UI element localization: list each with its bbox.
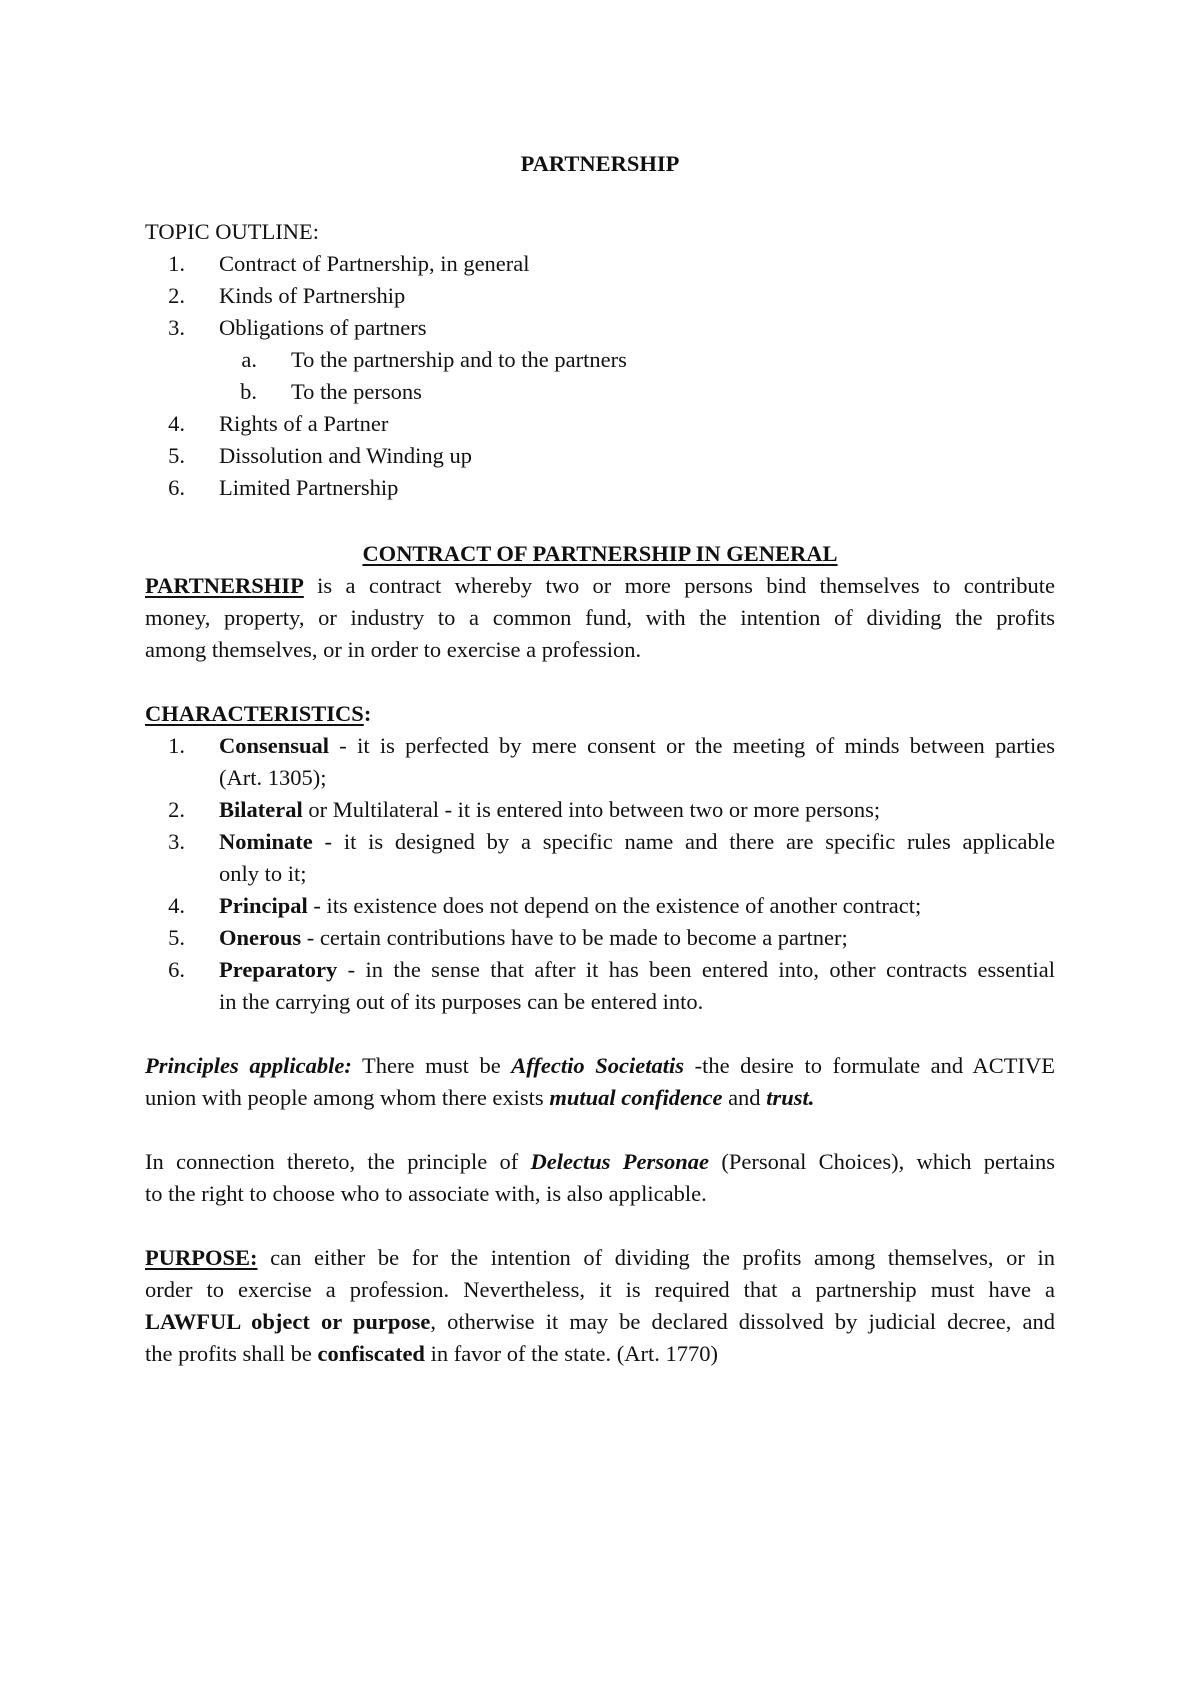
outline-item-number: 1. — [168, 251, 185, 276]
principles-label: Principles applicable: — [145, 1053, 352, 1078]
section-heading: CONTRACT OF PARTNERSHIP IN GENERAL — [362, 541, 838, 566]
outline-item-number: 2. — [168, 283, 185, 308]
outline-item-number: 5. — [168, 443, 185, 468]
characteristic-term: Principal — [219, 893, 308, 918]
characteristic-term: Consensual — [219, 733, 330, 758]
characteristics-heading: CHARACTERISTICS: — [145, 701, 372, 726]
outline-item-number: 6. — [168, 475, 185, 500]
outline-subitem-text: To the persons — [291, 379, 422, 404]
outline-subitem-letter: b. — [240, 379, 257, 404]
page-title: PARTNERSHIP — [520, 151, 680, 176]
characteristic-term: Bilateral — [219, 797, 303, 822]
outline-item-number: 4. — [168, 411, 185, 436]
outline-item-text: Obligations of partners — [219, 315, 427, 340]
outline-item-text: Rights of a Partner — [219, 411, 389, 436]
outline-item-text: Kinds of Partnership — [219, 283, 406, 308]
definition-term: PARTNERSHIP — [145, 573, 304, 598]
outline-item-text: Contract of Partnership, in general — [219, 251, 530, 276]
outline-item-text: Dissolution and Winding up — [219, 443, 473, 468]
outline-subitem-text: To the partnership and to the partners — [291, 347, 627, 372]
document-page: PARTNERSHIP TOPIC OUTLINE: 1. Contract of Partnership, in general 2. Kinds of Partnership 3. Obligations of partners a. To the partnership and to the partners b. To the persons 4. Rights of a Partner 5. Dissolution and Winding up 6. Limited Partnership CONTRACT OF PARTNERSHIP IN GENERAL PARTNERSHIP is a contract whereby two or more persons bind themselves to contribute money, property, or industry to a common fund, with the intention of dividing the profits among themselves, or in order to exercise a profession. CHARACTERISTICS: 1. Consensual - it is perfected by mere consent or the meeting of minds between parties (Art. 1305); 2. Bilateral or Multilateral - it is entered into between two or more persons; 3. Nominate - it is designed by a specific name and there are specific rules applicable only to it; 4. Principal - its existence does not depend on the existence of another contract; 5. Onerous - certain contributions have to be made to become a partner; 6. Preparatory - in the sense that after it has been entered into, other contracts essential in the carrying out of its purposes can be entered into. Principles applicable: There must be Affectio Societatis -the desire to formulate and ACTIVE union with people among whom there exists mutual confidence and trust. In connection thereto, the principle of Delectus Personae (Personal Choices), which pertains to the right to choose who to associate with, is also applicable. PURPOSE: can either be for the intention of dividing the profits among themselves, or in order to exercise a profession. Nevertheless, it is required that a partnership must have a LAWFUL object or purpose, otherwise it may be declared dissolved by judicial decree, and the profits shall be confiscated in favor of the state. (Art. 1770) — [0, 0, 1200, 1696]
outline-item-text: Limited Partnership — [219, 475, 399, 500]
characteristic-term: Onerous — [219, 925, 302, 950]
outline-item-number: 3. — [168, 315, 185, 340]
purpose-term: PURPOSE: — [145, 1245, 258, 1270]
characteristic-term: Preparatory — [219, 957, 338, 982]
outline-heading: TOPIC OUTLINE: — [145, 219, 319, 244]
characteristic-term: Nominate — [219, 829, 313, 854]
outline-subitem-letter: a. — [241, 347, 257, 372]
latin-term: Delectus Personae — [530, 1149, 710, 1174]
latin-term: Affectio Societatis — [511, 1053, 684, 1078]
